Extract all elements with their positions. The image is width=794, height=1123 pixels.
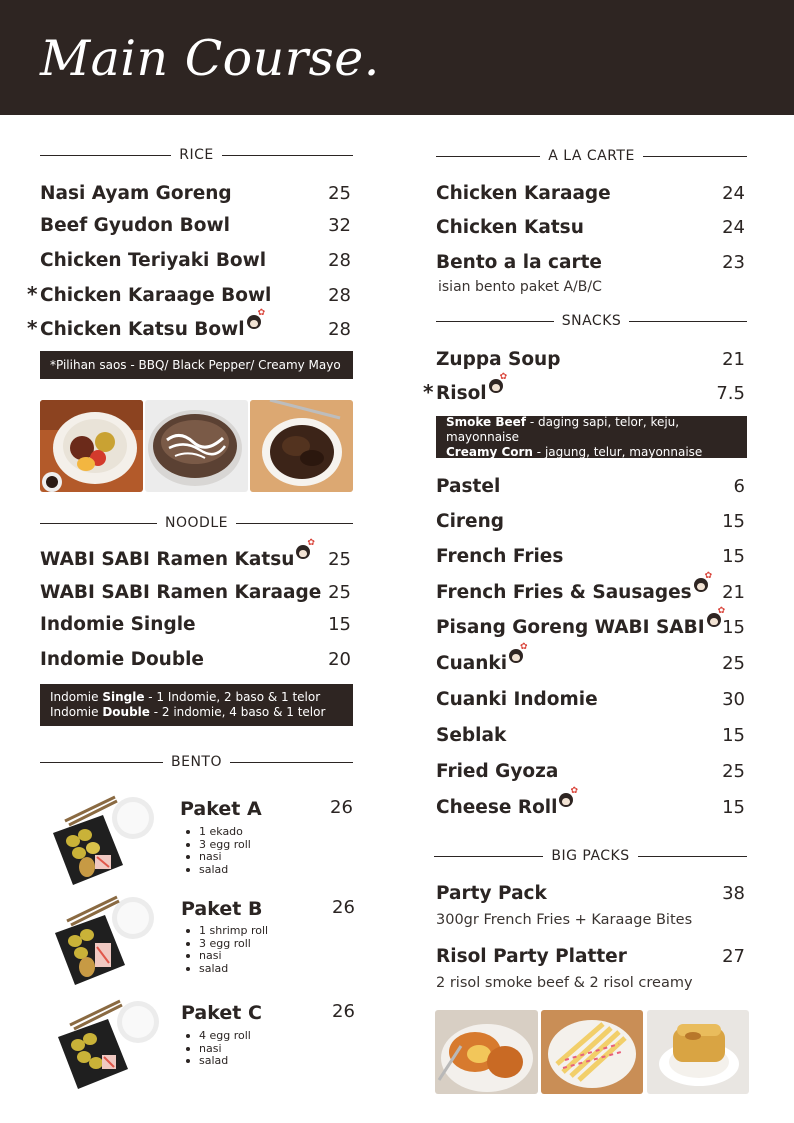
menu-item: Cuanki Indomie 30 (436, 688, 745, 710)
item-description: 300gr French Fries + Karaage Bites (436, 912, 693, 928)
risol-photo (435, 1010, 538, 1094)
menu-item: Chicken Katsu Bowl ✿ 28 (40, 316, 351, 342)
section-title-rice: RICE (40, 145, 353, 165)
bento-a-photo (45, 793, 160, 888)
menu-item: Cireng 15 (436, 510, 745, 532)
menu-item: Cuanki ✿ 25 (436, 650, 745, 676)
menu-item: Zuppa Soup 21 (436, 348, 745, 370)
star-mark: * (27, 282, 38, 306)
menu-item: Chicken Karaage Bowl 28 (40, 284, 351, 306)
package-items: 1 shrimp roll 3 egg roll nasi salad (181, 925, 268, 975)
star-mark: * (27, 316, 38, 340)
cheese-roll-photo (647, 1010, 749, 1094)
menu-item: Beef Gyudon Bowl 32 (40, 214, 351, 236)
chef-face-icon (489, 379, 503, 393)
section-title-bento: BENTO (40, 752, 353, 772)
package-price: 26 (332, 897, 355, 918)
chef-face-icon (707, 613, 721, 627)
menu-item: WABI SABI Ramen Karaage 25 (40, 581, 351, 603)
section-title-snacks: SNACKS (436, 311, 747, 331)
package-name: Paket B (181, 898, 263, 920)
menu-item: Chicken Teriyaki Bowl 28 (40, 249, 351, 271)
bento-c-photo (50, 997, 165, 1092)
indomie-note: Indomie Single - 1 Indomie, 2 baso & 1 telor Indomie Double - 2 indomie, 4 baso & 1 telor (40, 684, 353, 726)
menu-item: Risol Party Platter 27 (436, 945, 745, 967)
chef-face-icon (559, 793, 573, 807)
menu-item: French Fries 15 (436, 545, 745, 567)
chef-face-icon (509, 649, 523, 663)
package-name: Paket C (181, 1002, 262, 1024)
menu-item: Indomie Double 20 (40, 648, 351, 670)
page-title: Main Course. (40, 30, 380, 87)
chef-face-icon (247, 315, 261, 329)
bento-b-photo (47, 893, 162, 988)
menu-item: Pisang Goreng WABI SABI ✿ 15 (436, 614, 745, 640)
package-price: 26 (330, 797, 353, 818)
menu-item: Indomie Single 15 (40, 613, 351, 635)
menu-item: Bento a la carte 23 (436, 251, 745, 273)
menu-item: Nasi Ayam Goreng 25 (40, 182, 351, 204)
package-items: 4 egg roll nasi salad (181, 1030, 251, 1068)
section-title-bigpacks: BIG PACKS (434, 846, 747, 866)
gyudon-bowl-photo (145, 400, 248, 492)
menu-item: Party Pack 38 (436, 882, 745, 904)
fries-photo (541, 1010, 643, 1094)
item-description: 2 risol smoke beef & 2 risol creamy (436, 975, 693, 991)
rice-bowl-photo (40, 400, 143, 492)
beef-bowl-photo (250, 400, 353, 492)
package-items: 1 ekado 3 egg roll nasi salad (181, 826, 251, 876)
menu-item: WABI SABI Ramen Katsu ✿ 25 (40, 546, 351, 572)
menu-item: Risol ✿ 7.5 (436, 380, 745, 406)
package-price: 26 (332, 1001, 355, 1022)
risol-note: Smoke Beef - daging sapi, telor, keju, mayonnaise Creamy Corn - jagung, telur, mayonnaise (436, 416, 747, 458)
section-title-noodle: NOODLE (40, 513, 353, 533)
menu-item: Fried Gyoza 25 (436, 760, 745, 782)
chef-face-icon (296, 545, 310, 559)
chef-face-icon (694, 578, 708, 592)
package-name: Paket A (180, 798, 262, 820)
menu-item: Chicken Karaage 24 (436, 182, 745, 204)
header-banner (0, 0, 794, 115)
menu-item: Cheese Roll ✿ 15 (436, 794, 745, 820)
sauce-note: *Pilihan saos - BBQ/ Black Pepper/ Creamy Mayo (40, 351, 353, 379)
menu-item: Chicken Katsu 24 (436, 216, 745, 238)
menu-item: Pastel 6 (436, 475, 745, 497)
item-description: isian bento paket A/B/C (438, 279, 602, 295)
menu-item: French Fries & Sausages ✿ 21 (436, 579, 745, 605)
section-title-alacarte: A LA CARTE (436, 146, 747, 166)
menu-item: Seblak 15 (436, 724, 745, 746)
star-mark: * (423, 380, 434, 404)
